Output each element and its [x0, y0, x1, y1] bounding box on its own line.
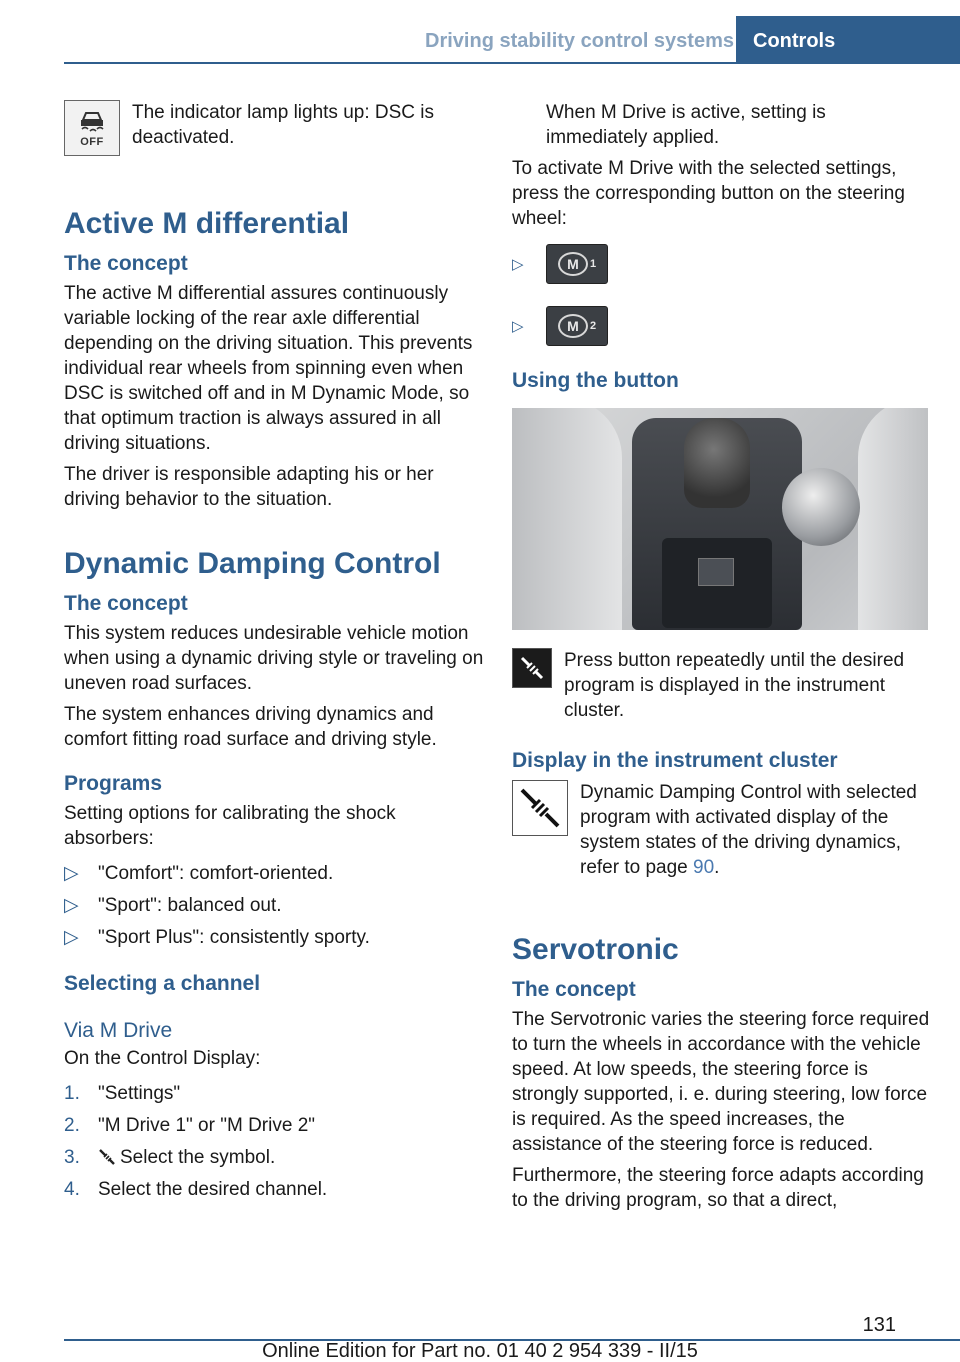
list-item: ▷ "Comfort": comfort-oriented.	[64, 863, 334, 884]
servotronic-paragraph-1: The Servotronic varies the steering force required to turn the wheels in accordance with the vehicle speed. At low speeds, the steering force is strongly supported, i. e. during steering, low force is required. As the speed increases, the assistance of the steering force is reduced.	[512, 1009, 930, 1155]
list-item: 2. "M Drive 1" or "M Drive 2"	[64, 1115, 316, 1136]
activate-paragraph: To activate M Drive with the selected settings, press the corresponding button on the steering wheel:	[512, 158, 905, 229]
dsc-off-icon	[64, 100, 120, 156]
page-90-link[interactable]: 90	[693, 857, 715, 878]
triangle-bullet-icon: ▷	[512, 318, 524, 335]
programs-list	[64, 861, 484, 950]
m1-steering-button: M 1	[546, 244, 608, 284]
damping-display-icon	[512, 780, 568, 836]
header-section-title: Driving stability control systems	[425, 30, 734, 52]
center-console-photo	[512, 408, 928, 630]
edition-note: Online Edition for Part no. 01 40 2 954 339 - II/15	[262, 1340, 698, 1362]
programs-intro: Setting options for calibrating the shock absorbers:	[64, 803, 396, 849]
list-item: 3. Select the symbol.	[64, 1147, 276, 1168]
indicator-note-text: The indicator lamp lights up: DSC is deactivated.	[132, 102, 435, 148]
triangle-bullet-icon: ▷	[64, 927, 79, 948]
header-rule	[64, 62, 960, 64]
dsc-off-note	[64, 100, 484, 156]
ddc-concept-heading: The concept	[64, 592, 188, 615]
amd-heading: Active M differential	[64, 207, 350, 240]
press-note-text: Press button repeatedly until the desired program is displayed in the instrument cluster.	[564, 650, 905, 721]
list-item: ▷ "Sport Plus": consistently sporty.	[64, 927, 370, 948]
header-chapter-tab: Controls	[736, 16, 960, 62]
display-note-text: Dynamic Damping Control with selected program with activated display of the system states of the driving dynamics, refer to page 90.	[580, 782, 917, 878]
ddc-paragraph-2: The system enhances driving dynamics and comfort fitting road surface and driving style.	[64, 704, 437, 750]
programs-heading: Programs	[64, 772, 163, 795]
amd-paragraph-1: The active M differential assures continuously variable locking of the rear axle differential depending on the driving situation. This prevents individual rear wheels from spinning even when DSC is switched off and in M Dynamic Mode, so that optimum traction is always assured in all driving situations.	[64, 283, 473, 454]
via-mdrive-heading: Via M Drive	[64, 1019, 173, 1042]
page-header	[0, 0, 960, 62]
list-item: 4. Select the desired channel.	[64, 1179, 328, 1200]
ddc-paragraph-1: This system reduces undesirable vehicle motion when using a dynamic driving style or traveling on uneven road surfaces.	[64, 623, 484, 694]
triangle-bullet-icon: ▷	[64, 863, 79, 884]
dsc-off-icon-label: OFF	[80, 136, 104, 148]
mdrive-active-note: When M Drive is active, setting is immediately applied.	[546, 102, 826, 148]
amd-paragraph-2: The driver is responsible adapting his or her driving behavior to the situation.	[64, 464, 434, 510]
display-note	[512, 780, 932, 886]
servotronic-heading: Servotronic	[512, 933, 679, 966]
page-number: 131	[862, 1314, 896, 1336]
triangle-bullet-icon: ▷	[64, 895, 79, 916]
list-item: ▷ "Sport": balanced out.	[64, 895, 282, 916]
display-heading: Display in the instrument cluster	[512, 749, 838, 772]
steps-list	[64, 1081, 484, 1202]
shock-absorber-icon	[98, 1148, 116, 1166]
servotronic-concept-heading: The concept	[512, 978, 636, 1001]
servotronic-paragraph-2: Furthermore, the steering force adapts according to the driving program, so that a direct,	[512, 1165, 924, 1211]
ddc-heading: Dynamic Damping Control	[64, 547, 441, 580]
channel-heading: Selecting a channel	[64, 972, 261, 995]
right-column	[512, 100, 932, 1219]
left-column	[64, 100, 484, 1209]
m2-row	[512, 305, 932, 347]
list-item: 1. "Settings"	[64, 1083, 181, 1104]
via-mdrive-intro: On the Control Display:	[64, 1048, 261, 1069]
m1-row	[512, 243, 932, 285]
triangle-bullet-icon: ▷	[512, 256, 524, 273]
damping-button-icon	[512, 648, 552, 688]
amd-concept-heading: The concept	[64, 252, 188, 275]
m2-steering-button: M 2	[546, 306, 608, 346]
car-skid-icon	[77, 108, 107, 134]
using-button-heading: Using the button	[512, 369, 679, 392]
press-note	[512, 648, 932, 729]
